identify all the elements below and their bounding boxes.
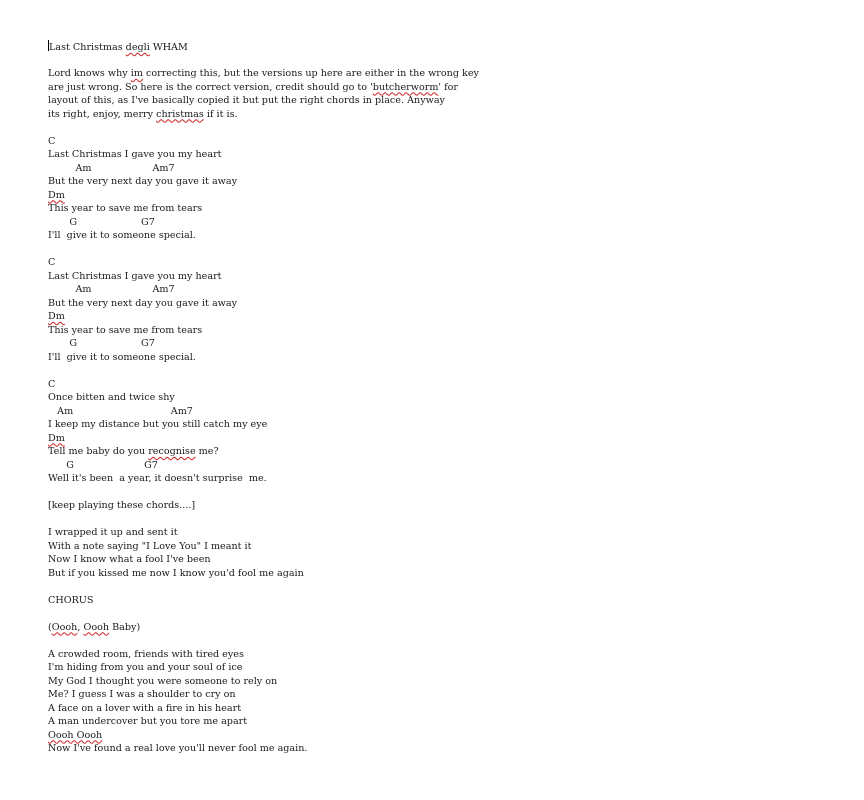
text-run: if it is. — [203, 108, 238, 120]
text-run: C — [48, 378, 56, 390]
text-line — [48, 391, 848, 405]
text-run: My God I thought you were someone to rely on — [48, 675, 278, 687]
text-line — [48, 270, 848, 284]
text-run: G G7 — [48, 338, 155, 349]
text-run: [keep playing these chords....] — [48, 500, 196, 511]
text-run: Me? I guess I was a shoulder to cry on — [48, 689, 236, 700]
misspelled-word: Dm — [48, 311, 65, 322]
text-line — [48, 540, 848, 554]
text-run: me? — [195, 446, 219, 457]
text-run: Now I've found a real love you'll never fool me again. — [48, 743, 308, 754]
text-run: I'll give it to someone special. — [48, 230, 196, 241]
text-line — [48, 675, 848, 689]
text-line — [48, 526, 848, 540]
text-run: C — [48, 257, 56, 268]
document-body[interactable] — [48, 40, 848, 756]
text-run: Lord knows why — [48, 68, 131, 79]
text-line — [48, 648, 848, 662]
text-line — [48, 108, 848, 122]
text-run: But the very next day you gave it away — [48, 176, 238, 187]
blank-line — [48, 634, 848, 648]
blank-line — [48, 486, 848, 500]
text-run: layout of this, as I've basically copied it but put the right chords in place. Anyway — [48, 95, 445, 106]
text-line — [48, 283, 848, 297]
text-run: Am Am7 — [48, 162, 175, 174]
misspelled-word: Oooh — [83, 621, 110, 633]
text-line — [48, 567, 848, 581]
text-run: A man undercover but you tore me apart — [48, 716, 248, 727]
text-run: are just wrong. So here is the correct version, credit should go to ' — [48, 81, 373, 93]
text-run: Tell me baby do you — [48, 446, 149, 457]
text-line — [48, 553, 848, 567]
text-run: , — [77, 621, 84, 633]
text-line — [48, 742, 848, 756]
misspelled-word: Dm — [48, 432, 65, 444]
text-run: G G7 — [48, 459, 158, 471]
text-run: I'll give it to someone special. — [48, 351, 196, 363]
text-run: Last Christmas I gave you my heart — [48, 149, 222, 160]
text-line — [48, 405, 848, 419]
text-line — [48, 216, 848, 230]
blank-line — [48, 580, 848, 594]
text-run: A face on a lover with a fire in his heart — [48, 702, 242, 714]
text-run: ( — [48, 621, 52, 633]
text-line — [48, 324, 848, 338]
text-run: I'm hiding from you and your soul of ice — [48, 662, 243, 673]
text-run: I wrapped it up and sent it — [48, 527, 178, 538]
text-line — [48, 256, 848, 270]
text-run: With a note saying "I Love You" I meant it — [48, 540, 252, 552]
blank-line — [48, 607, 848, 621]
text-line — [48, 702, 848, 716]
text-line — [48, 418, 848, 432]
text-line — [48, 378, 848, 392]
text-line — [48, 175, 848, 189]
text-run: correcting this, but the versions up here are either in the wrong key — [142, 68, 479, 79]
text-run: Once bitten and twice shy — [48, 392, 175, 403]
misspelled-word: Oooh Oooh — [48, 729, 103, 741]
text-line — [48, 310, 848, 324]
text-line — [48, 661, 848, 675]
misspelled-word: Oooh — [51, 621, 78, 633]
text-run: WHAM — [149, 42, 188, 53]
misspelled-word: im — [130, 68, 143, 79]
misspelled-word: recognise — [148, 446, 196, 457]
text-line — [48, 621, 848, 635]
misspelled-word: Dm — [48, 189, 65, 201]
text-line — [48, 499, 848, 513]
misspelled-word: butcherworm — [372, 81, 439, 93]
text-line — [48, 445, 848, 459]
text-line — [48, 715, 848, 729]
text-line — [48, 189, 848, 203]
text-line — [48, 432, 848, 446]
text-line — [48, 459, 848, 473]
text-line — [48, 162, 848, 176]
text-run: I keep my distance but you still catch my eye — [48, 419, 268, 430]
text-run: ' for — [438, 81, 459, 93]
text-line — [48, 40, 848, 54]
text-run: A crowded room, friends with tired eyes — [48, 648, 244, 660]
text-run: Well it's been a year, it doesn't surprise me. — [48, 473, 267, 484]
text-line — [48, 351, 848, 365]
text-line — [48, 688, 848, 702]
text-line — [48, 594, 848, 608]
text-line — [48, 67, 848, 81]
text-line — [48, 337, 848, 351]
text-run: Last Christmas — [49, 42, 126, 53]
blank-line — [48, 54, 848, 68]
misspelled-word: christmas — [156, 108, 204, 120]
text-run: This year to save me from tears — [48, 203, 203, 214]
blank-line — [48, 121, 848, 135]
text-line — [48, 729, 848, 743]
text-line — [48, 94, 848, 108]
text-line — [48, 202, 848, 216]
text-line — [48, 81, 848, 95]
text-line — [48, 229, 848, 243]
text-run: G G7 — [48, 216, 155, 228]
text-line — [48, 135, 848, 149]
blank-line — [48, 364, 848, 378]
text-line — [48, 297, 848, 311]
text-run: This year to save me from tears — [48, 324, 203, 336]
text-line — [48, 472, 848, 486]
text-run: Am Am7 — [48, 284, 175, 295]
text-run: Now I know what a fool I've been — [48, 554, 211, 565]
blank-line — [48, 513, 848, 527]
text-run: CHORUS — [48, 594, 94, 606]
text-run: But the very next day you gave it away — [48, 297, 238, 309]
text-run: its right, enjoy, merry — [48, 108, 157, 120]
text-line — [48, 148, 848, 162]
blank-line — [48, 243, 848, 257]
text-run: Am Am7 — [48, 405, 193, 417]
misspelled-word: degli — [125, 42, 150, 53]
text-run: Baby) — [109, 621, 141, 633]
text-run: But if you kissed me now I know you'd fool me again — [48, 567, 304, 579]
text-run: Last Christmas I gave you my heart — [48, 270, 222, 282]
text-run: C — [48, 135, 56, 147]
